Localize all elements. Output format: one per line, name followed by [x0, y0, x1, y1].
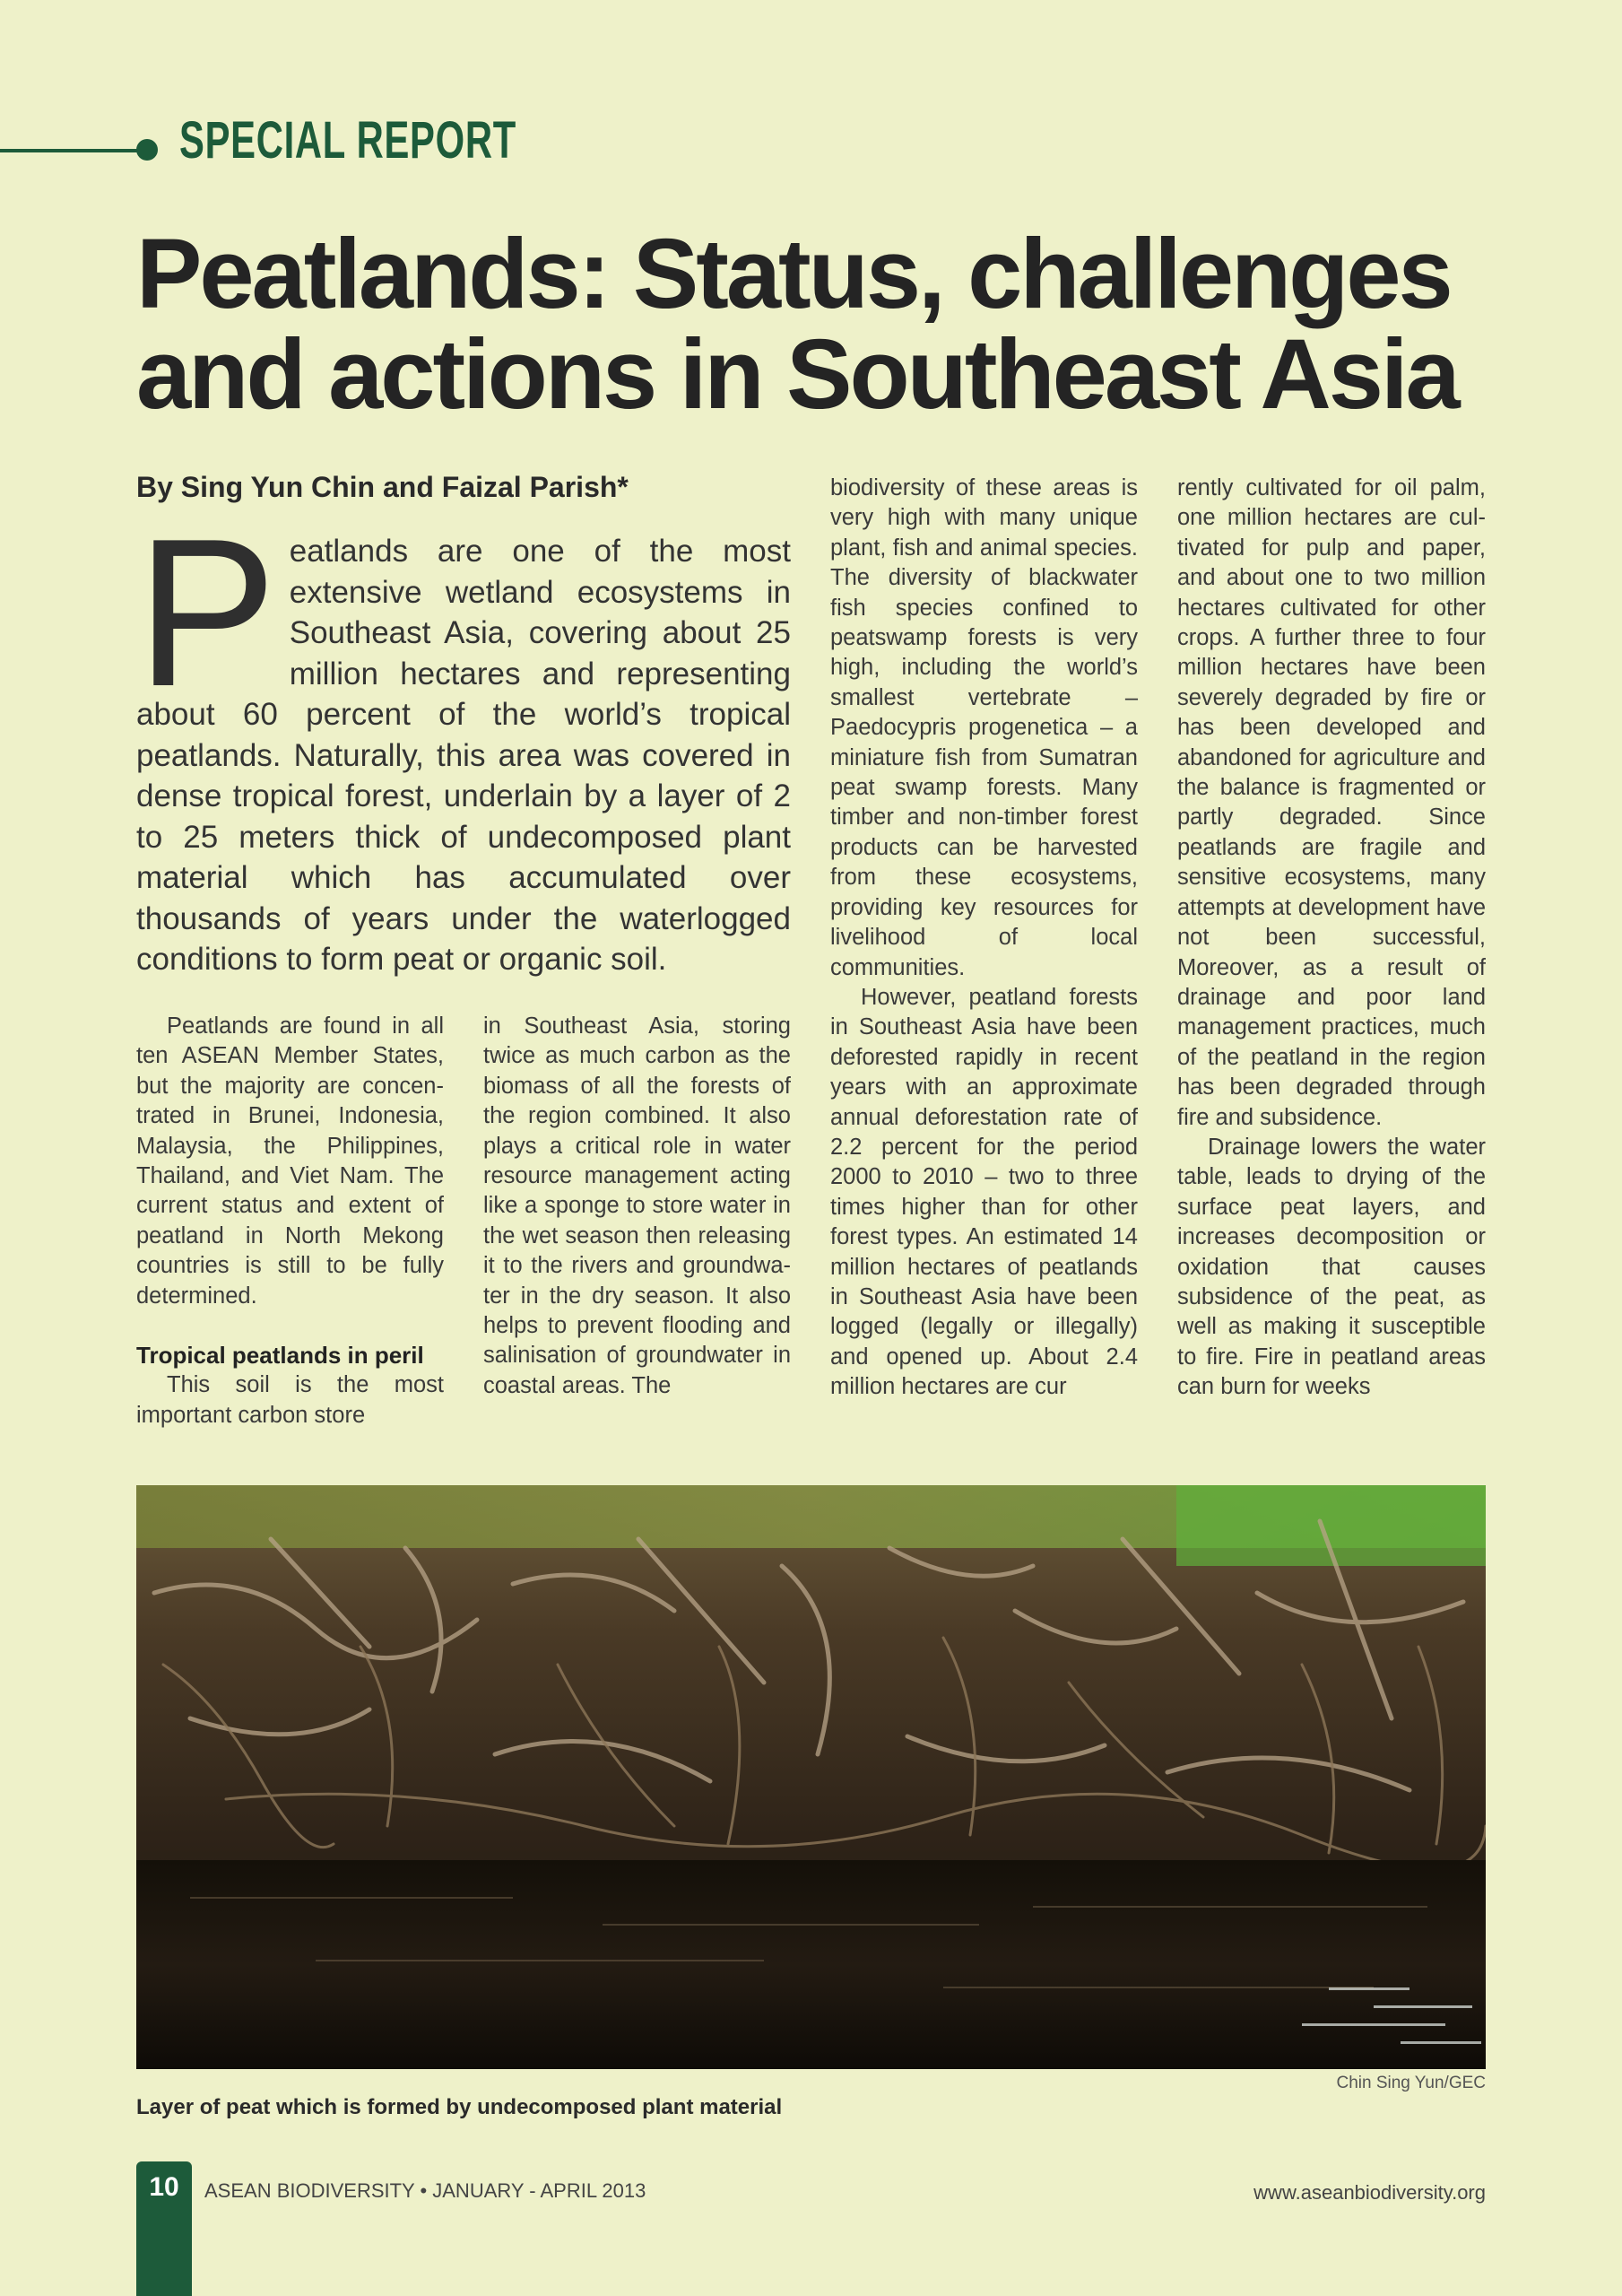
- byline: By Sing Yun Chin and Faizal Parish*: [136, 471, 629, 503]
- body-column-3: [830, 474, 1138, 1403]
- website-link[interactable]: www.aseanbiodiversity.org: [1253, 2181, 1486, 2204]
- page-number: 10: [149, 2172, 179, 2202]
- section-label: SPECIAL REPORT: [179, 111, 516, 170]
- drop-cap: P: [136, 494, 277, 730]
- article-title: Peatlands: Status, challenges and actions in Southeast Asia: [136, 219, 1458, 430]
- body-paragraph: This soil is the most important carbon store: [136, 1372, 444, 1428]
- body-paragraph: biodiversity of these areas is very high with many unique plant, fish and animal species. The diversity of blackwater fish species confined to peatswamp forests is very high, including the world’s smallest vertebrate – Paedocypris progenetica – a miniature fish from Sumatran peat swamp forests. Many timber and non-timber forest products can be harvested from these ecosystems, providing key resources for livelihood of local communities.: [830, 475, 1138, 980]
- publication-info: ASEAN BIODIVERSITY • JANUARY - APRIL 2013: [204, 2179, 646, 2202]
- subheading: Tropical peatlands in peril: [136, 1342, 424, 1370]
- body-paragraph: However, peatland forests in Southeast Asia have been deforested rapidly in recent years with an approximate annual deforestation rate of 2.2 percent for the period 2000 to 2010 – two to three times higher than for other forest types. An estimated 14 million hectares of peatlands in Southeast Asia have been logged (legally or illegally) and opened up. About 2.4 million hectares are cur: [830, 984, 1138, 1400]
- section-rule: [0, 149, 139, 152]
- body-paragraph: Peatlands are found in all ten ASEAN Member States, but the majority are concentrated in Brunei, Indonesia, Malaysia, the Philippines, Thailand, and Viet Nam. The current status and extent of peatland in North Mekong countries is still to be fully determined.: [136, 1013, 444, 1309]
- lead-paragraph: [136, 494, 791, 980]
- body-paragraph: in Southeast Asia, storing twice as much carbon as the biomass of all the forests of the region combined. It also plays a critical role in water resource management acting like a sponge to store water in the wet season then releasing it to the rivers and groundwater in the dry season. It also helps to prevent flooding and salinisation of groundwater in coastal areas. The: [483, 1013, 791, 1398]
- body-column-1: [136, 1012, 444, 1431]
- lead-text: eatlands are one of the most extensive wetland ecosystems in Southeast Asia, covering about 25 million hectares and representing about 60 percent of the world’s tropical peatlands. Naturally, this area was covered in dense tropical forest, underlain by a layer of 2 to 25 meters thick of undecomposed plant material which has accumulated over thousands of years under the waterlogged conditions to form peat or organic soil.: [136, 534, 791, 977]
- body-paragraph: Drainage lowers the water table, leads to drying of the surface peat layers, and increases decomposition or oxidation that causes subsidence of the peat, as well as making it susceptible to fire. Fire in peatland areas can burn for weeks: [1177, 1134, 1486, 1400]
- peat-layer-photo: [136, 1485, 1486, 2069]
- section-bullet: [136, 139, 158, 161]
- body-column-4: [1177, 474, 1486, 1403]
- body-column-2: [483, 1012, 791, 1401]
- photo-caption: Layer of peat which is formed by undecomposed plant material: [136, 2095, 783, 2119]
- photo-credit: Chin Sing Yun/GEC: [1336, 2074, 1486, 2092]
- body-paragraph: rently cultivated for oil palm, one million hectares are cultivated for pulp and paper, and about one to two million hectares cultivated for other crops. A further three to four million hectares have been severely degraded by fire or has been developed and abandoned for agriculture and the balance is fragmented or partly degraded. Since peatlands are fragile and sensitive ecosystems, many attempts at development have not been successful, Moreover, as a result of drainage and poor land management practices, much of the peatland in the region has been degraded through fire and subsidence.: [1177, 475, 1486, 1130]
